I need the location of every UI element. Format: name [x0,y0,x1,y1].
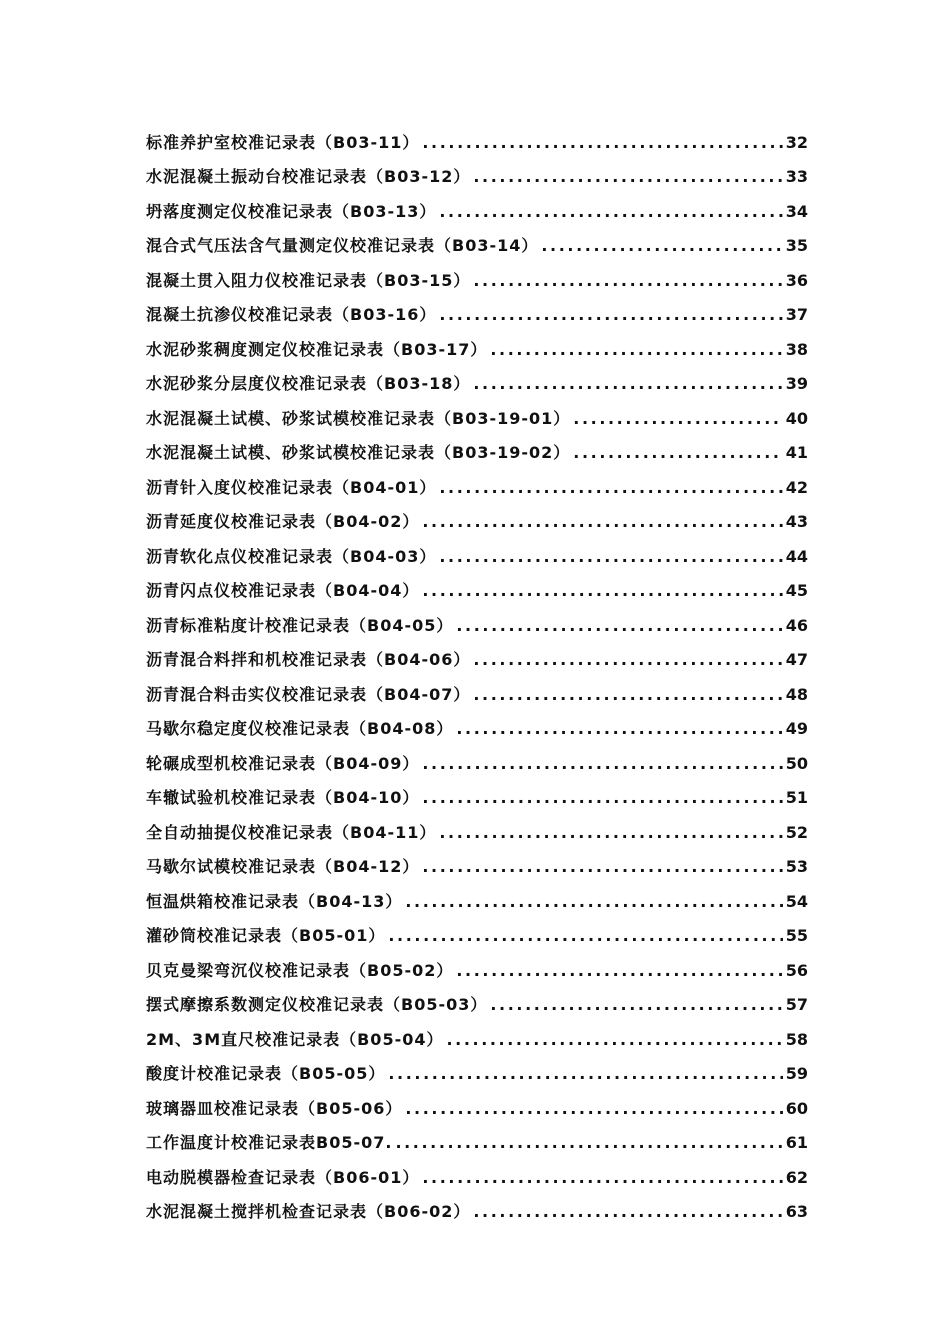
toc-entry-title: 水泥混凝土搅拌机检查记录表（B06-02） [146,1202,471,1221]
toc-entry-title: 车辙试验机校准记录表（B04-10） [146,788,420,807]
toc-entry[interactable] [146,843,808,878]
toc-page-number: 60 [785,1098,808,1118]
toc-entry-title: 马歇尔稳定度仪校准记录表（B04-08） [146,719,454,738]
toc-entry[interactable] [146,256,808,291]
toc-dot-leader [439,202,782,222]
toc-dot-leader [456,961,782,981]
toc-entry[interactable] [146,774,808,809]
toc-page-number: 33 [785,167,808,186]
table-of-contents [146,118,808,1222]
toc-dot-leader [490,340,782,360]
toc-entry-title: 2M、3M直尺校准记录表（B05-04） [146,1029,444,1049]
toc-dot-leader [395,1133,782,1153]
toc-entry-title: 水泥混凝土振动台校准记录表（B03-12） [146,167,471,186]
toc-entry[interactable] [146,463,808,498]
toc-page-number: 42 [785,477,808,497]
toc-page-number: 38 [785,339,808,359]
toc-dot-leader [439,305,782,325]
toc-page-number: 59 [785,1064,808,1083]
toc-dot-leader [422,754,782,774]
toc-entry[interactable] [146,739,808,774]
toc-dot-leader [473,271,782,291]
toc-dot-leader [439,547,782,567]
toc-entry-title: 酸度计校准记录表（B05-05） [146,1064,386,1083]
toc-page-number: 36 [785,270,808,290]
toc-dot-leader [422,857,782,877]
toc-page-number: 51 [785,788,808,807]
toc-page-number: 35 [785,236,808,255]
toc-dot-leader [473,167,782,187]
toc-entry[interactable] [146,636,808,671]
toc-dot-leader [388,1064,782,1084]
toc-entry[interactable] [146,567,808,602]
toc-entry[interactable] [146,1084,808,1119]
toc-dot-leader [490,995,782,1015]
toc-dot-leader [473,374,782,394]
toc-page-number: 45 [785,581,808,600]
toc-page-number: 63 [785,1202,808,1221]
toc-entry[interactable] [146,1050,808,1085]
toc-entry[interactable] [146,153,808,188]
toc-entry[interactable] [146,429,808,464]
toc-page-number: 48 [785,684,808,704]
toc-entry-title: 坍落度测定仪校准记录表（B03-13） [146,201,437,221]
toc-entry-title: 混凝土抗渗仪校准记录表（B03-16） [146,305,437,324]
toc-entry-title: 沥青闪点仪校准记录表（B04-04） [146,581,420,600]
toc-entry[interactable] [146,912,808,947]
toc-dot-leader [405,1099,782,1119]
toc-dot-leader [456,719,782,739]
toc-entry-title: 沥青混合料击实仪校准记录表（B04-07） [146,684,471,704]
toc-page-number: 52 [785,822,808,842]
toc-dot-leader [541,236,782,256]
toc-entry[interactable] [146,946,808,981]
toc-page-number: 50 [785,753,808,773]
toc-entry[interactable] [146,498,808,533]
toc-page-number: 40 [785,408,808,428]
toc-entry-title: 沥青标准粘度计校准记录表（B04-05） [146,615,454,635]
toc-entry[interactable] [146,118,808,153]
toc-entry-title: 玻璃器皿校准记录表（B05-06） [146,1098,403,1118]
toc-page-number: 43 [785,512,808,531]
toc-entry[interactable] [146,291,808,326]
toc-entry-title: 标准养护室校准记录表（B03-11） [146,132,420,152]
toc-dot-leader [439,478,782,498]
toc-entry-title: 水泥混凝土试模、砂浆试模校准记录表（B03-19-02） [146,443,571,462]
toc-dot-leader [446,1030,782,1050]
toc-entry[interactable] [146,325,808,360]
toc-page-number: 34 [785,201,808,221]
toc-page-number: 62 [785,1167,808,1187]
toc-dot-leader [422,581,782,601]
toc-entry[interactable] [146,705,808,740]
toc-entry[interactable] [146,360,808,395]
toc-entry-title: 沥青针入度仪校准记录表（B04-01） [146,477,437,497]
toc-page-number: 55 [785,926,808,945]
toc-entry-title: 沥青延度仪校准记录表（B04-02） [146,512,420,531]
toc-entry[interactable] [146,601,808,636]
toc-entry-title: 工作温度计校准记录表B05-07. [146,1133,393,1152]
toc-entry[interactable] [146,222,808,257]
toc-dot-leader [422,1168,782,1188]
toc-page-number: 54 [785,891,808,911]
toc-entry[interactable] [146,532,808,567]
toc-entry-title: 沥青混合料拌和机校准记录表（B04-06） [146,650,471,669]
toc-entry[interactable] [146,877,808,912]
toc-page-number: 61 [785,1133,808,1152]
toc-entry-title: 沥青软化点仪校准记录表（B04-03） [146,546,437,566]
toc-dot-leader [405,892,782,912]
toc-page-number: 41 [785,443,808,462]
toc-page-number: 44 [785,546,808,566]
toc-dot-leader [388,926,782,946]
toc-entry-title: 水泥砂浆分层度仪校准记录表（B03-18） [146,374,471,393]
toc-entry-title: 电动脱模器检查记录表（B06-01） [146,1167,420,1187]
toc-entry[interactable] [146,670,808,705]
toc-page-number: 58 [785,1029,808,1049]
toc-entry[interactable] [146,394,808,429]
toc-page-number: 49 [785,719,808,738]
toc-dot-leader [422,133,782,153]
toc-entry[interactable] [146,808,808,843]
toc-entry-title: 轮碾成型机校准记录表（B04-09） [146,753,420,773]
toc-entry-title: 全自动抽提仪校准记录表（B04-11） [146,822,437,842]
toc-entry-title: 水泥砂浆稠度测定仪校准记录表（B03-17） [146,339,488,359]
toc-page-number: 53 [785,857,808,876]
toc-dot-leader [573,443,782,463]
toc-entry-title: 混合式气压法含气量测定仪校准记录表（B03-14） [146,236,539,255]
toc-page-number: 39 [785,374,808,393]
toc-entry[interactable] [146,1153,808,1188]
toc-entry[interactable] [146,1119,808,1154]
toc-dot-leader [573,409,782,429]
toc-entry[interactable] [146,187,808,222]
toc-page-number: 56 [785,960,808,980]
toc-dot-leader [439,823,782,843]
toc-entry-title: 摆式摩擦系数测定仪校准记录表（B05-03） [146,995,488,1014]
toc-entry-title: 灌砂筒校准记录表（B05-01） [146,926,386,945]
toc-page-number: 37 [785,305,808,324]
toc-entry-title: 马歇尔试模校准记录表（B04-12） [146,857,420,876]
toc-page-number: 47 [785,650,808,669]
toc-dot-leader [473,685,782,705]
toc-page-number: 32 [785,132,808,152]
toc-entry-title: 贝克曼梁弯沉仪校准记录表（B05-02） [146,960,454,980]
toc-entry-title: 混凝土贯入阻力仪校准记录表（B03-15） [146,270,471,290]
toc-entry[interactable] [146,1015,808,1050]
toc-dot-leader [473,650,782,670]
toc-entry[interactable] [146,981,808,1016]
toc-page-number: 57 [785,995,808,1014]
toc-dot-leader [473,1202,782,1222]
toc-page-number: 46 [785,615,808,635]
toc-entry-title: 水泥混凝土试模、砂浆试模校准记录表（B03-19-01） [146,408,571,428]
toc-entry-title: 恒温烘箱校准记录表（B04-13） [146,891,403,911]
toc-entry[interactable] [146,1188,808,1223]
toc-dot-leader [456,616,782,636]
toc-dot-leader [422,512,782,532]
toc-dot-leader [422,788,782,808]
